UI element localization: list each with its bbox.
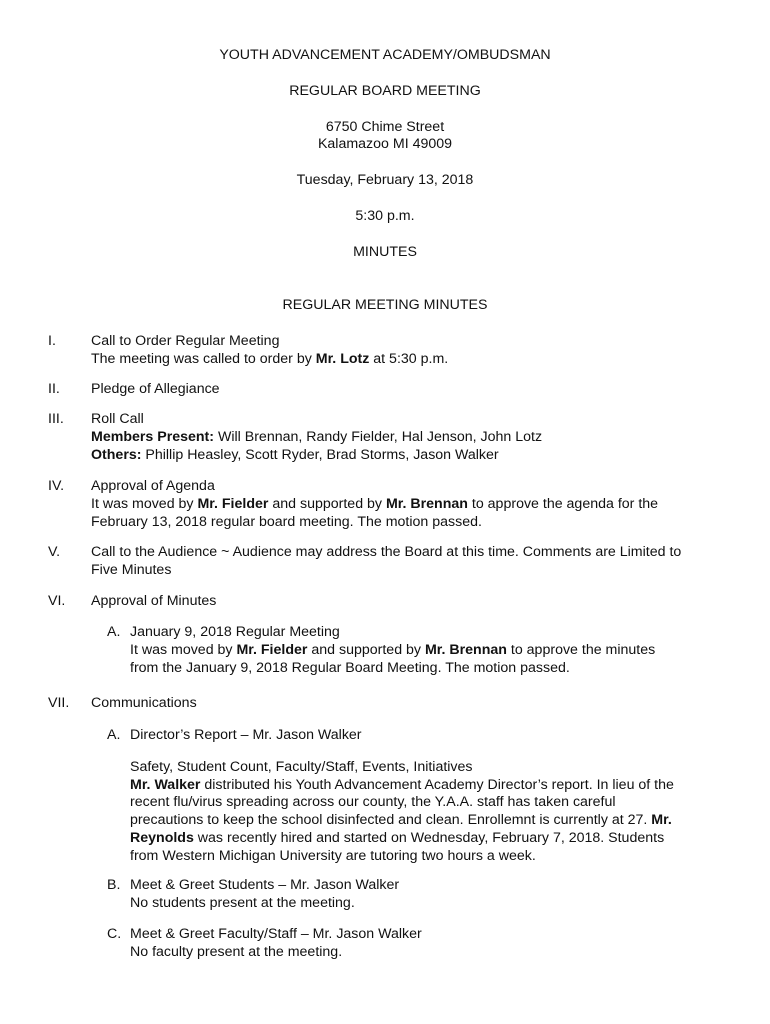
subitem-letter: A. <box>107 624 121 640</box>
item-text: Call to the Audience ~ Audience may address the Board at this time. Comments are Limited to <box>91 544 682 560</box>
item-body <box>91 411 731 464</box>
item-title: Approval of Agenda <box>91 478 215 494</box>
address-line-2: Kalamazoo MI 49009 <box>317 136 453 153</box>
subitem-body <box>130 926 730 962</box>
address-line-1: 6750 Chime Street <box>325 118 445 135</box>
item-title: Communications <box>91 695 197 711</box>
item-number: II. <box>48 381 60 397</box>
subitem-title: January 9, 2018 Regular Meeting <box>130 624 340 640</box>
item-number: VII. <box>48 695 70 711</box>
text-fragment: at 5:30 p.m. <box>369 350 449 367</box>
meeting-time: 5:30 p.m. <box>355 207 415 224</box>
item-body <box>91 381 731 399</box>
person-name: Reynolds <box>130 829 194 846</box>
members-list: Will Brennan, Randy Fielder, Hal Jenson, John Lotz <box>214 428 543 445</box>
text-fragment: precautions to keep the school disinfected and clean. Enrollemnt is currently at 27. <box>130 812 652 829</box>
members-present <box>91 429 731 447</box>
item-body <box>91 593 731 611</box>
subitem-text: No faculty present at the meeting. <box>130 943 343 960</box>
item-text <box>91 351 731 369</box>
item-number: I. <box>48 333 56 349</box>
item-title: Call to Order Regular Meeting <box>91 333 280 349</box>
subitem-text: from the January 9, 2018 Regular Board Meeting. The motion passed. <box>130 659 570 676</box>
report-text <box>130 777 730 795</box>
person-name: Mr. Fielder <box>236 641 308 658</box>
person-name: Mr. Brennan <box>424 641 507 658</box>
text-fragment: was recently hired and started on Wednesday, February 7, 2018. Students <box>193 829 665 846</box>
subitem-title: Director’s Report – Mr. Jason Walker <box>130 727 362 743</box>
document-header <box>0 47 770 314</box>
others-list: Phillip Heasley, Scott Ryder, Brad Storms, Jason Walker <box>141 446 499 463</box>
item-number: V. <box>48 544 61 560</box>
text-fragment: to approve the agenda for the <box>467 495 659 512</box>
meeting-date: Tuesday, February 13, 2018 <box>296 172 474 189</box>
text-fragment: to approve the minutes <box>506 641 656 658</box>
others-present <box>91 447 731 465</box>
report-text: from Western Michigan University are tutoring two hours a week. <box>130 847 536 864</box>
item-title: Approval of Minutes <box>91 593 217 609</box>
text-fragment: and supported by <box>307 641 425 658</box>
others-label: Others: <box>91 446 142 463</box>
subitem-letter: B. <box>107 877 121 893</box>
report-text <box>130 830 730 848</box>
org-name: YOUTH ADVANCEMENT ACADEMY/OMBUDSMAN <box>219 47 551 63</box>
person-name: Mr. Brennan <box>385 495 468 512</box>
item-title: Roll Call <box>91 411 144 427</box>
report-text <box>130 812 730 830</box>
text-fragment: It was moved by <box>91 495 198 512</box>
document-type: MINUTES <box>353 243 417 260</box>
item-text <box>91 496 731 514</box>
item-body <box>91 695 731 713</box>
subitem-text: No students present at the meeting. <box>130 894 355 911</box>
subitem-body <box>130 877 730 913</box>
text-fragment: The meeting was called to order by <box>91 350 316 367</box>
subitem-body <box>130 624 730 677</box>
item-body <box>91 333 731 369</box>
item-body <box>91 478 731 531</box>
item-text: February 13, 2018 regular board meeting. The motion passed. <box>91 513 482 530</box>
person-name: Mr. Lotz <box>315 350 370 367</box>
text-fragment: It was moved by <box>130 641 237 658</box>
text-fragment: distributed his Youth Advancement Academy Director’s report. In lieu of the <box>200 776 674 793</box>
person-name: Mr. Walker <box>130 776 201 793</box>
subitem-text <box>130 642 730 660</box>
subitem-body <box>130 727 730 866</box>
members-label: Members Present: <box>91 428 215 445</box>
item-number: III. <box>48 411 64 427</box>
subitem-title: Meet & Greet Faculty/Staff – Mr. Jason Walker <box>130 926 422 942</box>
item-number: IV. <box>48 478 65 494</box>
meeting-type: REGULAR BOARD MEETING <box>289 82 481 99</box>
person-name: Mr. <box>651 812 672 829</box>
subitem-letter: A. <box>107 727 121 743</box>
section-title: REGULAR MEETING MINUTES <box>282 296 488 313</box>
report-text: recent flu/virus spreading across our county, the Y.A.A. staff has taken careful <box>130 794 616 811</box>
subitem-letter: C. <box>107 926 122 942</box>
item-body <box>91 544 731 580</box>
item-title: Pledge of Allegiance <box>91 381 220 397</box>
person-name: Mr. Fielder <box>197 495 269 512</box>
item-text: Five Minutes <box>91 561 172 578</box>
text-fragment: and supported by <box>268 495 386 512</box>
subitem-title: Meet & Greet Students – Mr. Jason Walker <box>130 877 400 893</box>
report-topics: Safety, Student Count, Faculty/Staff, Events, Initiatives <box>130 758 473 775</box>
item-number: VI. <box>48 593 66 609</box>
